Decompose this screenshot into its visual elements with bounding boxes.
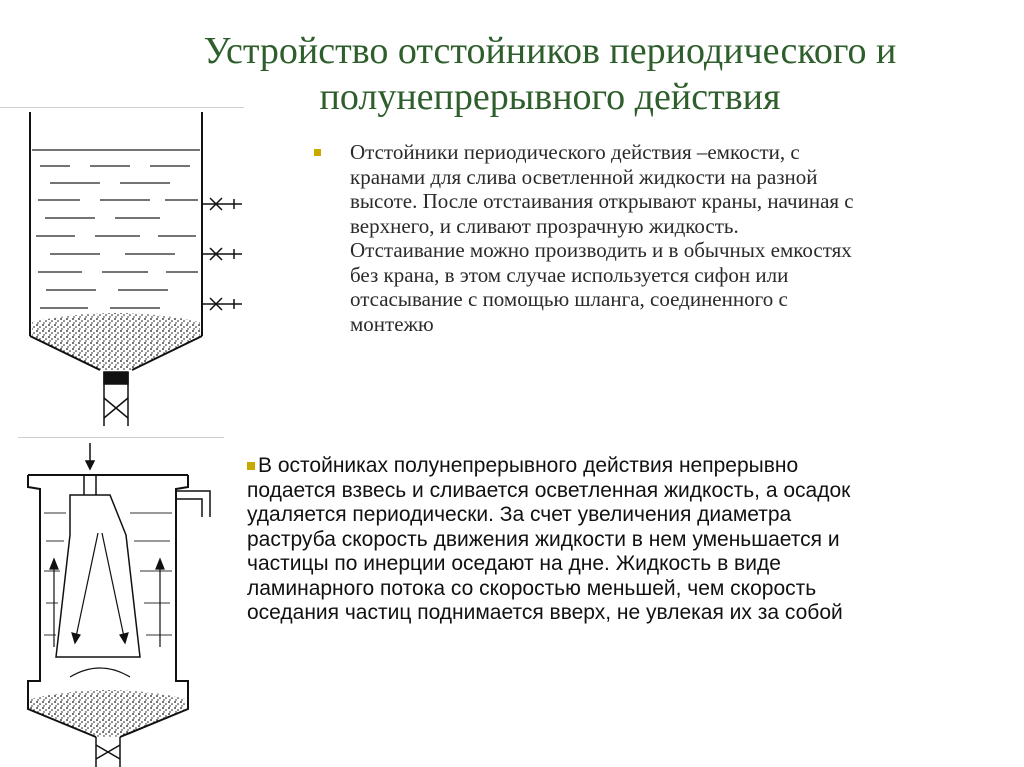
bottom-valve — [104, 372, 128, 426]
paragraph-line: В остойниках полунепрерывного действия непрерывно — [258, 454, 799, 477]
paragraph-line: монтежю — [350, 311, 434, 336]
overflow-pipe — [176, 491, 210, 517]
title-line-1: Устройство отстойников периодического и — [203, 30, 897, 72]
paragraph-line: высоте. После отстаивания открывают краны, начиная с — [350, 189, 854, 213]
paragraph-line: отсасывание с помощью шланга, соединенного с — [350, 287, 788, 311]
paragraph-line: оседания частиц поднимается вверх, не увлекая их за собой — [247, 601, 843, 624]
liquid-lines — [32, 150, 200, 308]
paragraph-line: без крана, в этом случае используется сифон или — [350, 262, 789, 287]
paragraph-line: раструба скорость движения жидкости в нем уменьшается и — [247, 527, 840, 551]
sediment — [30, 690, 186, 737]
sediment — [32, 313, 200, 370]
paragraph-line: удаляется периодически. За счет увеличения диаметра — [247, 503, 792, 526]
periodic-settler-diagram — [0, 108, 260, 428]
liquid-lines — [44, 513, 172, 635]
title-line-2: полунепрерывного действия — [319, 76, 781, 118]
bottom-valve — [96, 737, 120, 767]
paragraph-line: Отстаивание можно производить и в обычных емкостях — [350, 238, 852, 262]
paragraph-line: частицы по инерции оседают на дне. Жидкость в виде — [247, 552, 781, 575]
paragraph-line: ламинарного потока со скоростью меньшей, чем скорость — [247, 576, 817, 600]
semicontinuous-settler-diagram — [0, 437, 240, 767]
bullet-square-icon — [314, 149, 321, 156]
drain-taps — [202, 198, 242, 310]
paragraph-line: Отстойники периодического действия –емкости, с — [350, 140, 800, 164]
semicontinuous-settler-paragraph — [247, 454, 1007, 626]
paragraph-line: кранами для слива осветленной жидкости на разной — [350, 164, 818, 189]
paragraph-line: подается взвесь и сливается осветленная жидкость, а осадок — [247, 478, 851, 502]
paragraph-line: верхнего, и сливают прозрачную жидкость. — [350, 213, 739, 238]
bullet-square-icon — [247, 462, 255, 470]
